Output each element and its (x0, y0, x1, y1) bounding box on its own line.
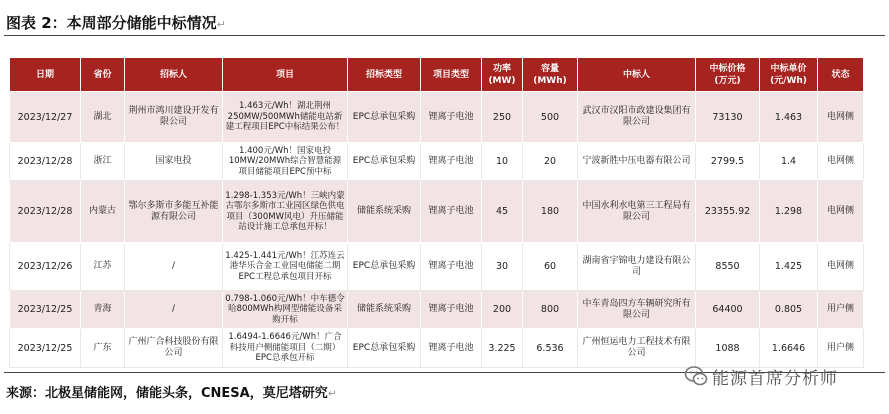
cell-date: 2023/12/25 (10, 291, 81, 329)
cell-province: 广东 (81, 329, 125, 368)
cell-province: 江苏 (81, 243, 125, 291)
header-bid-type: 招标类型 (348, 58, 421, 92)
cell-capacity: 20 (523, 143, 578, 181)
cell-project-type: 锂离子电池 (421, 243, 482, 291)
cell-province: 青海 (81, 291, 125, 329)
source-return-mark: ↵ (327, 387, 337, 400)
header-winner: 中标人 (578, 58, 696, 92)
cell-capacity: 500 (523, 92, 578, 143)
header-bid-price: 中标价格 (万元) (696, 58, 760, 92)
cell-unit-price: 1.425 (760, 243, 818, 291)
cell-project: 1.298-1.353元/Wh！三峡内蒙古鄂尔多斯市工业园区绿色供电项目（300MW风电）升压储能站设计施工总承包开标！ (223, 181, 348, 243)
cell-unit-price: 1.6646 (760, 329, 818, 368)
cell-capacity: 60 (523, 243, 578, 291)
source-note: 来源：北极星储能网，储能头条，CNESA，莫尼塔研究↵ (6, 386, 337, 401)
table-row (10, 92, 864, 143)
cell-project-type: 锂离子电池 (421, 92, 482, 143)
cell-tenderer: 广州广合科技股份有限公司 (125, 329, 223, 368)
cell-project-type: 锂离子电池 (421, 291, 482, 329)
cell-bid-price: 2799.5 (696, 143, 760, 181)
cell-status: 用户侧 (818, 329, 864, 368)
cell-capacity: 800 (523, 291, 578, 329)
cell-unit-price: 1.463 (760, 92, 818, 143)
header-province: 省份 (81, 58, 125, 92)
cell-bid-price: 23355.92 (696, 181, 760, 243)
cell-bid-price: 73130 (696, 92, 760, 143)
cell-status: 电网侧 (818, 92, 864, 143)
cell-tenderer: / (125, 291, 223, 329)
cell-project-type: 锂离子电池 (421, 143, 482, 181)
cell-bid-type: 储能系统采购 (348, 291, 421, 329)
cell-winner: 中国水利水电第三工程局有限公司 (578, 181, 696, 243)
cell-province: 内蒙古 (81, 181, 125, 243)
bid-table-container (9, 57, 863, 368)
cell-bid-type: EPC总承包采购 (348, 329, 421, 368)
bid-table (9, 57, 864, 368)
watermark (684, 363, 838, 389)
cell-bid-type: EPC总承包采购 (348, 92, 421, 143)
table-row (10, 329, 864, 368)
cell-project: 0.798-1.060元/Wh！中车德令哈800MWh构网型储能设备采购开标 (223, 291, 348, 329)
cell-unit-price: 0.805 (760, 291, 818, 329)
cell-unit-price: 1.298 (760, 181, 818, 243)
cell-project: 1.6494-1.6646元/Wh！广合科技用户侧储能项目（二期）EPC总承包开标 (223, 329, 348, 368)
cell-bid-price: 1088 (696, 329, 760, 368)
cell-project-type: 锂离子电池 (421, 329, 482, 368)
cell-project-type: 锂离子电池 (421, 181, 482, 243)
cell-tenderer: / (125, 243, 223, 291)
header-unit-price: 中标单价 (元/Wh) (760, 58, 818, 92)
cell-power: 200 (482, 291, 523, 329)
cell-bid-price: 64400 (696, 291, 760, 329)
cell-capacity: 180 (523, 181, 578, 243)
cell-project: 1.400元/Wh！国家电投10MW/20MWh综合智慧能源项目储能项目EPC预中标 (223, 143, 348, 181)
cell-date: 2023/12/25 (10, 329, 81, 368)
cell-status: 电网侧 (818, 143, 864, 181)
cell-date: 2023/12/27 (10, 92, 81, 143)
header-project: 项目 (223, 58, 348, 92)
cell-winner: 湖南省宇锦电力建设有限公司 (578, 243, 696, 291)
cell-power: 250 (482, 92, 523, 143)
header-project-type: 项目类型 (421, 58, 482, 92)
header-date: 日期 (10, 58, 81, 92)
cell-tenderer: 荆州市鸿川建设开发有限公司 (125, 92, 223, 143)
cell-power: 45 (482, 181, 523, 243)
figure-title-bar (4, 6, 885, 36)
cell-status: 用户侧 (818, 291, 864, 329)
cell-tenderer: 国家电投 (125, 143, 223, 181)
cell-power: 10 (482, 143, 523, 181)
table-row (10, 243, 864, 291)
cell-winner: 宁波新胜中压电器有限公司 (578, 143, 696, 181)
cell-winner: 中车青岛四方车辆研究所有限公司 (578, 291, 696, 329)
header-capacity: 容量 (MWh) (523, 58, 578, 92)
cell-winner: 广州恒运电力工程技术有限公司 (578, 329, 696, 368)
cell-bid-type: EPC总承包采购 (348, 243, 421, 291)
return-mark: ↵ (216, 18, 226, 31)
cell-winner: 武汉市汉阳市政建设集团有限公司 (578, 92, 696, 143)
cell-bid-type: 储能系统采购 (348, 181, 421, 243)
wechat-logo-icon (684, 365, 708, 387)
cell-tenderer: 鄂尔多斯市多能互补能源有限公司 (125, 181, 223, 243)
header-power: 功率 (MW) (482, 58, 523, 92)
cell-power: 30 (482, 243, 523, 291)
watermark-text: 能源首席分析师 (712, 368, 838, 389)
cell-bid-type: EPC总承包采购 (348, 143, 421, 181)
cell-project: 1.463元/Wh！湖北荆州250MW/500MWh储能电站新建工程项目EPC中标结果公布！ (223, 92, 348, 143)
table-row (10, 291, 864, 329)
header-tenderer: 招标人 (125, 58, 223, 92)
cell-status: 电网侧 (818, 181, 864, 243)
header-status: 状态 (818, 58, 864, 92)
cell-capacity: 6.536 (523, 329, 578, 368)
cell-date: 2023/12/28 (10, 143, 81, 181)
cell-date: 2023/12/28 (10, 181, 81, 243)
cell-date: 2023/12/26 (10, 243, 81, 291)
cell-power: 3.225 (482, 329, 523, 368)
cell-project: 1.425-1.441元/Wh！江苏连云港华乐合金工业园电储能二期EPC工程总承包项目开标 (223, 243, 348, 291)
table-header-row (10, 58, 864, 92)
cell-unit-price: 1.4 (760, 143, 818, 181)
cell-province: 湖北 (81, 92, 125, 143)
table-row (10, 181, 864, 243)
cell-province: 浙江 (81, 143, 125, 181)
cell-status: 电网侧 (818, 243, 864, 291)
table-row (10, 143, 864, 181)
figure-title: 图表 2：本周部分储能中标情况↵ (6, 14, 226, 32)
cell-bid-price: 8550 (696, 243, 760, 291)
